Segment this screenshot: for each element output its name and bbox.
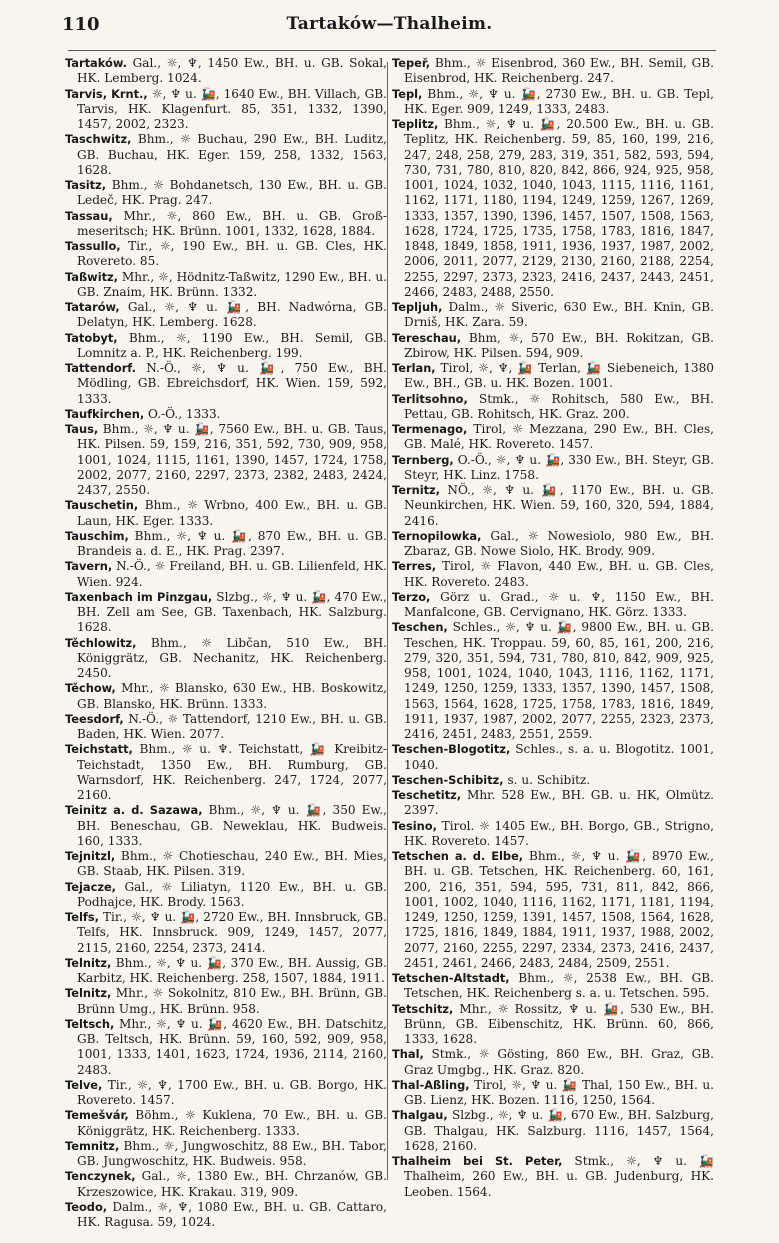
entry-details: Bhm, ☼, 570 Ew., BH. Rokitzan, GB. Zbirow, HK. Pilsen. 594, 909. (404, 330, 714, 360)
entry-details: Tirol, ☼ Flavon, 440 Ew., BH. u. GB. Cles, HK. Rovereto. 2483. (404, 559, 714, 589)
directory-entry (392, 620, 714, 742)
entry-place-name: Teinitz a. d. Sazawa, (65, 803, 203, 818)
entry-details: Tirol, ☼ Mezzana, 290 Ew., BH. Cles, GB. Malé, HK. Rovereto. 1457. (404, 422, 714, 452)
entry-place-name: Tauschetin, (65, 498, 139, 513)
directory-entry (392, 117, 714, 300)
entry-place-name: Thal, (392, 1047, 424, 1062)
entry-details: Bhm., ☼, ♆ u. 🚂, 20.500 Ew., BH. u. GB. Teplitz, HK. Reichenberg. 59, 85, 160, 199, 216, 247, 248, 258, 279, 283, 319, 351, 582, 593, 594, 730, 731, 780, 810, 820, 842, 866, 924, 925, 958, 1001, 1024, 1032, 1040, 1043, 1115, 1116, 1161, 1162, 1171, 1180, 1194, 1249, 1259, 1267, 1269, 1333, 1357, 1390, 1396, 1457, 1507, 1508, 1563, 1628, 1724, 1725, 1735, 1758, 1783, 1816, 1847, 1848, 1849, 1858, 1911, 1936, 1937, 1987, 2002, 2006, 2011, 2077, 2129, 2130, 2160, 2188, 2254, 2255, 2297, 2373, 2323, 2416, 2437, 2443, 2451, 2466, 2483, 2488, 2550. (404, 117, 714, 299)
entry-details: Bhm., ☼ Chotieschau, 240 Ew., BH. Mies, GB. Staab, HK. Pilsen. 319. (77, 849, 387, 879)
entry-place-name: Tepl, (392, 86, 423, 101)
directory-entry (65, 300, 387, 331)
directory-entry (392, 742, 714, 773)
entry-details: Gal., ☼ Liliatyn, 1120 Ew., BH. u. GB. Podhajce, HK. Brody. 1563. (77, 879, 387, 909)
entry-place-name: Tauschim, (65, 528, 129, 543)
entry-place-name: Teschen-Blogotitz, (392, 742, 511, 757)
page-number: 110 (62, 14, 100, 35)
left-column (65, 56, 387, 1230)
entry-place-name: Terlan, (392, 361, 436, 375)
entry-details: Böhm., ☼ Kuklena, 70 Ew., BH. u. GB. Königgrätz, HK. Reichenberg. 1333. (77, 1108, 387, 1138)
directory-entry (65, 559, 387, 590)
entry-place-name: Telnitz, (65, 986, 112, 1001)
entry-place-name: Thalgau, (392, 1108, 448, 1123)
entry-place-name: Tatarów, (65, 300, 120, 314)
entry-details: Gal., ☼, 1380 Ew., BH. Chrzanów, GB. Krzeszowice, HK. Krakau. 319, 909. (77, 1169, 387, 1199)
entry-place-name: Teichstatt, (65, 742, 133, 757)
directory-entry (65, 880, 387, 911)
directory-entry (392, 300, 714, 331)
entry-details: Stmk., ☼, ♆ u. 🚂 Thalheim, 260 Ew., BH. u. GB. Judenburg, HK. Leoben. 1564. (404, 1154, 714, 1199)
entry-details: Bhm., ☼ Libčan, 510 Ew., BH. Königgrätz, GB. Nechanitz, HK. Reichenberg. 2450. (77, 635, 387, 680)
entry-place-name: Tepeř, (392, 56, 431, 70)
directory-entry (65, 407, 387, 422)
entry-place-name: Tetschen a. d. Elbe, (392, 849, 524, 863)
page-title: Tartaków—Thalheim. (286, 14, 493, 34)
entry-details: Stmk., ☼ Rohitsch, 580 Ew., BH. Pettau, GB. Rohitsch, HK. Graz. 200. (404, 391, 714, 421)
entry-details: Mhr., ☼ Sokolnitz, 810 Ew., BH. Brünn, GB. Brünn Umg., HK. Brünn. 958. (77, 986, 387, 1016)
entry-place-name: Tassullo, (65, 239, 121, 253)
directory-entry (65, 956, 387, 987)
directory-entry (65, 681, 387, 712)
entry-details: Tir., ☼, ♆, 1700 Ew., BH. u. GB. Borgo, HK. Rovereto. 1457. (77, 1077, 387, 1107)
entry-details: NÖ., ☼, ♆ u. 🚂, 1170 Ew., BH. u. GB. Neunkirchen, HK. Wien. 59, 160, 320, 594, 1884, 2416. (404, 483, 714, 528)
directory-entry (392, 1154, 714, 1200)
entry-place-name: Tenczynek, (65, 1169, 136, 1184)
directory-entry (65, 87, 387, 133)
entry-details: Schles., s. a. u. Blogotitz. 1001, 1040. (404, 742, 714, 772)
directory-entry (65, 56, 387, 87)
entry-details: Slzbg., ☼, ♆ u. 🚂, 670 Ew., BH. Salzburg, GB. Thalgau, HK. Salzburg. 1116, 1457, 1564, 1628, 2160. (404, 1108, 714, 1153)
directory-entry (65, 803, 387, 849)
directory-entry (392, 392, 714, 423)
entry-place-name: Telfs, (65, 910, 99, 924)
directory-entry (392, 1002, 714, 1048)
entry-details: O.-Ö., ☼, ♆ u. 🚂, 330 Ew., BH. Steyr, GB. Steyr, HK. Linz. 1758. (404, 452, 714, 482)
directory-entry (65, 1078, 387, 1109)
entry-details: Mhr., ☼, Hödnitz-Taßwitz, 1290 Ew., BH. u. GB. Znaim, HK. Brünn. 1332. (77, 269, 387, 299)
directory-entry (65, 529, 387, 560)
entry-details: Mhr., ☼ Rossitz, ♆ u. 🚂, 530 Ew., BH. Brünn, GB. Eibenschitz, HK. Brünn. 60, 866, 1333, 1628. (404, 1001, 714, 1046)
page-header (0, 0, 779, 40)
entry-details: Bhm., ☼, Jungwoschitz, 88 Ew., BH. Tabor, GB. Jungwoschitz, HK. Budweis. 958. (77, 1138, 387, 1168)
directory-entry (392, 773, 714, 788)
entry-place-name: Thal-Aßling, (392, 1077, 470, 1092)
entry-place-name: Teschen, (392, 620, 448, 635)
entry-details: Tirol, ☼, ♆ u. 🚂 Thal, 150 Ew., BH. u. GB. Lienz, HK. Bozen. 1116, 1250, 1564. (404, 1077, 714, 1107)
directory-entry (392, 971, 714, 1002)
entry-details: Bhm., ☼ Buchau, 290 Ew., BH. Luditz, GB. Buchau, HK. Eger. 159, 258, 1332, 1563, 1628. (77, 132, 387, 177)
directory-entry (65, 1017, 387, 1078)
directory-entry (392, 1047, 714, 1078)
directory-entry (65, 270, 387, 301)
directory-entry (65, 422, 387, 498)
entry-place-name: Terlitsohno, (392, 391, 468, 406)
entry-details: O.-Ö., 1333. (144, 406, 221, 421)
directory-entry (65, 1139, 387, 1170)
directory-entry (392, 87, 714, 118)
entry-details: Mhr., ☼, 860 Ew., BH. u. GB. Groß-meseritsch; HK. Brünn. 1001, 1332, 1628, 1884. (77, 208, 387, 238)
entry-details: N.-Ö., ☼ Freiland, BH. u. GB. Lilienfeld, HK. Wien. 924. (77, 559, 387, 589)
entry-place-name: Taßwitz, (65, 269, 119, 284)
directory-entry (65, 1169, 387, 1200)
directory-entry (65, 178, 387, 209)
entry-details: Gal., ☼, ♆ u. 🚂, BH. Nadwórna, GB. Delatyn, HK. Lemberg. 1628. (77, 300, 387, 330)
entry-place-name: Teltsch, (65, 1016, 115, 1031)
entry-details: Tir., ☼, ♆ u. 🚂, 2720 Ew., BH. Innsbruck, GB. Telfs, HK. Innsbruck. 909, 1249, 1457, 2077, 2115, 2160, 2254, 2373, 2414. (77, 910, 387, 955)
directory-entry (65, 239, 387, 270)
entry-place-name: Teschetitz, (392, 788, 462, 802)
directory-entry (392, 483, 714, 529)
directory-entry (65, 361, 387, 407)
directory-entry (392, 56, 714, 87)
entry-details: Dalm., ☼, ♆, 1080 Ew., BH. u. GB. Cattaro, HK. Ragusa. 59, 1024. (77, 1199, 387, 1229)
entry-place-name: Tetschitz, (392, 1001, 454, 1016)
directory-entry (65, 712, 387, 743)
directory-entry (65, 636, 387, 682)
entry-place-name: Tattendorf. (65, 361, 136, 375)
directory-entry (65, 331, 387, 362)
directory-entry (392, 819, 714, 850)
directory-entry (65, 498, 387, 529)
directory-entry (65, 1108, 387, 1139)
directory-entry (392, 788, 714, 819)
directory-entry (65, 1200, 387, 1231)
directory-entry (65, 986, 387, 1017)
entry-details: Bhm., ☼ u. ♆. Teichstatt, 🚂 Kreibitz-Teichstadt, 1350 Ew., BH. Rumburg, GB. Warnsdorf, HK. Reichenberg. 247, 1724, 2077, 2160. (77, 742, 387, 802)
entry-details: Bhm., ☼, ♆ u. 🚂, 2730 Ew., BH. u. GB. Tepl, HK. Eger. 909, 1249, 1333, 2483. (404, 86, 714, 116)
entry-place-name: Tejacze, (65, 879, 117, 894)
entry-details: Bhm., ☼ Bohdanetsch, 130 Ew., BH. u. GB. Ledeč, HK. Prag. 247. (77, 178, 387, 208)
entry-place-name: Telve, (65, 1077, 103, 1092)
entry-place-name: Těchow, (65, 681, 116, 696)
entry-place-name: Teschen-Schibitz, (392, 772, 504, 787)
entry-place-name: Tartaków. (65, 56, 127, 70)
entry-details: Tir., ☼, 190 Ew., BH. u. GB. Cles, HK. Rovereto. 85. (77, 239, 387, 269)
entry-details: Dalm., ☼ Siveric, 630 Ew., BH. Knin, GB. Drniš, HK. Zara. 59. (404, 300, 714, 330)
directory-entry (392, 422, 714, 453)
entry-place-name: Tetschen-Altstadt, (392, 971, 510, 985)
entry-details: Bhm., ☼ Wrbno, 400 Ew., BH. u. GB. Laun, HK. Eger. 1333. (77, 498, 387, 528)
right-column (392, 56, 714, 1200)
entry-place-name: Ternberg, (392, 452, 454, 467)
entry-details: Stmk., ☼ Gösting, 860 Ew., BH. Graz, GB. Graz Umgbg., HK. Graz. 820. (404, 1047, 714, 1077)
directory-entry (65, 742, 387, 803)
entry-place-name: Ternitz, (392, 483, 441, 497)
entry-place-name: Ternopilowka, (392, 528, 482, 543)
entry-place-name: Temnitz, (65, 1138, 120, 1153)
entry-place-name: Taufkirchen, (65, 406, 145, 421)
entry-details: Gal., ☼ Nowesiolo, 980 Ew., BH. Zbaraz, GB. Nowe Siolo, HK. Brody. 909. (404, 528, 714, 558)
directory-entry (392, 849, 714, 971)
entry-place-name: Thalheim bei St. Peter, (392, 1154, 563, 1168)
entry-place-name: Tavern, (65, 559, 113, 574)
entry-details: Mhr., ☼ Blansko, 630 Ew., HB. Boskowitz, GB. Blansko, HK. Brünn. 1333. (77, 681, 387, 711)
column-divider (387, 62, 388, 1180)
entry-place-name: Terres, (392, 559, 437, 574)
entry-place-name: Taus, (65, 422, 99, 436)
directory-entry (392, 559, 714, 590)
entry-place-name: Tesino, (392, 818, 437, 833)
header-rule (68, 50, 716, 51)
entry-details: Bhm., ☼, 2538 Ew., BH. GB. Tetschen, HK. Reichenberg s. a. u. Tetschen. 595. (404, 971, 714, 1001)
directory-entry (392, 361, 714, 392)
entry-place-name: Tejnitzl, (65, 849, 116, 863)
entry-details: Tirol. ☼ 1405 Ew., BH. Borgo, GB., Strigno, HK. Rovereto. 1457. (404, 818, 714, 848)
entry-place-name: Termenago, (392, 422, 468, 436)
entry-place-name: Tatobyt, (65, 330, 118, 345)
entry-details: Mhr. 528 Ew., BH. GB. u. HK, Olmütz. 2397. (404, 788, 714, 818)
entry-details: Bhm., ☼, ♆ u. 🚂, 8970 Ew., BH. u. GB. Tetschen, HK. Reichenberg. 60, 161, 200, 216, 351, 594, 595, 731, 811, 842, 866, 1001, 1002, 1040, 1116, 1162, 1171, 1181, 1194, 1249, 1250, 1259, 1391, 1457, 1508, 1564, 1628, 1725, 1816, 1849, 1884, 1911, 1937, 1988, 2002, 2077, 2160, 2255, 2297, 2334, 2373, 2416, 2437, 2451, 2461, 2466, 2483, 2484, 2509, 2551. (404, 849, 714, 970)
entry-place-name: Teesdorf, (65, 711, 124, 726)
entry-details: Mhr., ☼, ♆ u. 🚂, 4620 Ew., BH. Datschitz, GB. Teltsch, HK. Brünn. 59, 160, 592, 909, 958, 1001, 1333, 1401, 1623, 1724, 1936, 2114, 2160, 2483. (77, 1016, 387, 1077)
entry-place-name: Telnitz, (65, 955, 112, 970)
entry-details: ☼, ♆ u. 🚂, 1640 Ew., BH. Villach, GB. Tarvis, HK. Klagenfurt. 85, 351, 1332, 1390, 1457, 2002, 2323. (77, 86, 387, 131)
entry-details: Bhm., ☼, ♆ u. 🚂, 870 Ew., BH. u. GB. Brandeis a. d. E., HK. Prag. 2397. (77, 528, 387, 558)
entry-details: Bhm., ☼, 1190 Ew., BH. Semil, GB. Lomnitz a. P., HK. Reichenberg. 199. (77, 330, 387, 360)
entry-details: Tirol, ☼, ♆, 🚂 Terlan, 🚂 Siebeneich, 1380 Ew., BH., GB. u. HK. Bozen. 1001. (404, 361, 714, 391)
entry-details: Slzbg., ☼, ♆ u. 🚂, 470 Ew., BH. Zell am See, GB. Taxenbach, HK. Salzburg. 1628. (77, 589, 388, 635)
entry-details: Gal., ☼, ♆, 1450 Ew., BH. u. GB. Sokal, HK. Lemberg. 1024. (77, 56, 387, 86)
entry-place-name: Tassau, (65, 208, 113, 223)
directory-entry (65, 132, 387, 178)
entry-place-name: Tasitz, (65, 178, 107, 192)
entry-details: Bhm., ☼, ♆ u. 🚂, 370 Ew., BH. Aussig, GB. Karbitz, HK. Reichenberg. 258, 1507, 1884, 1911. (77, 955, 387, 985)
directory-entry (392, 453, 714, 484)
directory-entry (392, 590, 714, 621)
entry-details: Bhm., ☼, ♆ u. 🚂, 350 Ew., BH. Beneschau, GB. Neweklau, HK. Budweis. 160, 1333. (77, 803, 388, 848)
entry-details: Schles., ☼, ♆ u. 🚂, 9800 Ew., BH. u. GB. Teschen, HK. Troppau. 59, 60, 85, 161, 200, 216, 279, 320, 351, 594, 731, 780, 810, 842, 909, 925, 958, 1001, 1024, 1040, 1043, 1116, 1162, 1171, 1249, 1250, 1259, 1333, 1357, 1390, 1457, 1508, 1563, 1564, 1628, 1725, 1758, 1783, 1816, 1849, 1911, 1937, 1987, 2002, 2077, 2255, 2323, 2373, 2416, 2451, 2483, 2551, 2559. (404, 620, 714, 741)
directory-entry (65, 209, 387, 240)
entry-details: Bhm., ☼ Eisenbrod, 360 Ew., BH. Semil, GB. Eisenbrod, HK. Reichenberg. 247. (404, 56, 714, 86)
entry-place-name: Taschwitz, (65, 132, 132, 147)
directory-entry (392, 1108, 714, 1154)
entry-place-name: Tepljuh, (392, 300, 443, 314)
entry-place-name: Těchlowitz, (65, 635, 137, 650)
entry-details: N.-Ö., ☼, ♆ u. 🚂, 750 Ew., BH. Mödling, GB. Ebreichsdorf, HK. Wien. 159, 592, 1333. (77, 361, 387, 406)
entry-place-name: Tarvis, Krnt., (65, 86, 148, 101)
entry-place-name: Terzo, (392, 589, 431, 604)
entry-details: N.-Ö., ☼ Tattendorf, 1210 Ew., BH. u. GB. Baden, HK. Wien. 2077. (77, 711, 387, 741)
entry-place-name: Taxenbach im Pinzgau, (65, 589, 213, 604)
entry-place-name: Teplitz, (392, 117, 439, 131)
entry-place-name: Teodo, (65, 1199, 108, 1214)
directory-entry (392, 331, 714, 362)
directory-entry (392, 1078, 714, 1109)
directory-entry (65, 849, 387, 880)
directory-entry (65, 590, 387, 636)
entry-details: Görz u. Grad., ☼ u. ♆, 1150 Ew., BH. Manfalcone, GB. Cervignano, HK. Görz. 1333. (404, 589, 714, 619)
entry-place-name: Tereschau, (392, 330, 462, 345)
directory-entry (65, 910, 387, 956)
directory-entry (392, 529, 714, 560)
entry-details: s. u. Schibitz. (503, 772, 591, 787)
entry-place-name: Temešvár, (65, 1108, 129, 1123)
entry-details: Bhm., ☼, ♆ u. 🚂, 7560 Ew., BH. u. GB. Taus, HK. Pilsen. 59, 159, 216, 351, 592, 730, 909, 958, 1001, 1024, 1115, 1161, 1390, 1457, 1724, 1758, 2002, 2077, 2160, 2297, 2373, 2382, 2483, 2424, 2437, 2550. (77, 422, 387, 497)
